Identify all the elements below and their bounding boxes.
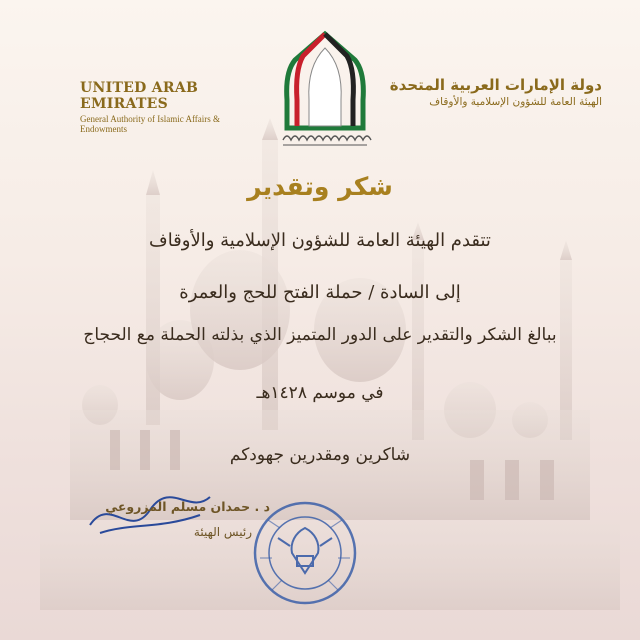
certificate-title: شكر وتقدير <box>247 172 393 201</box>
signature-block <box>80 485 270 565</box>
official-stamp-icon <box>250 498 360 608</box>
signatory-name: د . حمدان مسلم المزروعي <box>105 499 270 514</box>
body-line-1: تتقدم الهيئة العامة للشؤون الإسلامية والأوقاف <box>149 230 491 251</box>
authority-logo-icon <box>277 30 373 150</box>
country-name-ar: دولة الإمارات العربية المتحدة <box>389 76 602 94</box>
authority-name-en: General Authority of Islamic Affairs & Endowments <box>80 114 221 134</box>
header-english <box>80 80 260 134</box>
body-line-5: شاكرين ومقدرين جهودكم <box>229 445 411 465</box>
authority-name-ar: الهيئة العامة للشؤون الإسلامية والأوقاف <box>429 96 602 108</box>
country-name-en: UNITED ARAB EMIRATES <box>80 80 199 112</box>
body-line-2: إلى السادة / حملة الفتح للحج والعمرة <box>179 282 461 303</box>
signatory-title: رئيس الهيئة <box>193 525 252 539</box>
header-arabic <box>372 76 602 108</box>
body-line-3: ببالغ الشكر والتقدير على الدور المتميز الذي بذلته الحملة مع الحجاج <box>83 325 557 345</box>
body-line-4: في موسم ١٤٢٨هـ <box>256 383 384 403</box>
